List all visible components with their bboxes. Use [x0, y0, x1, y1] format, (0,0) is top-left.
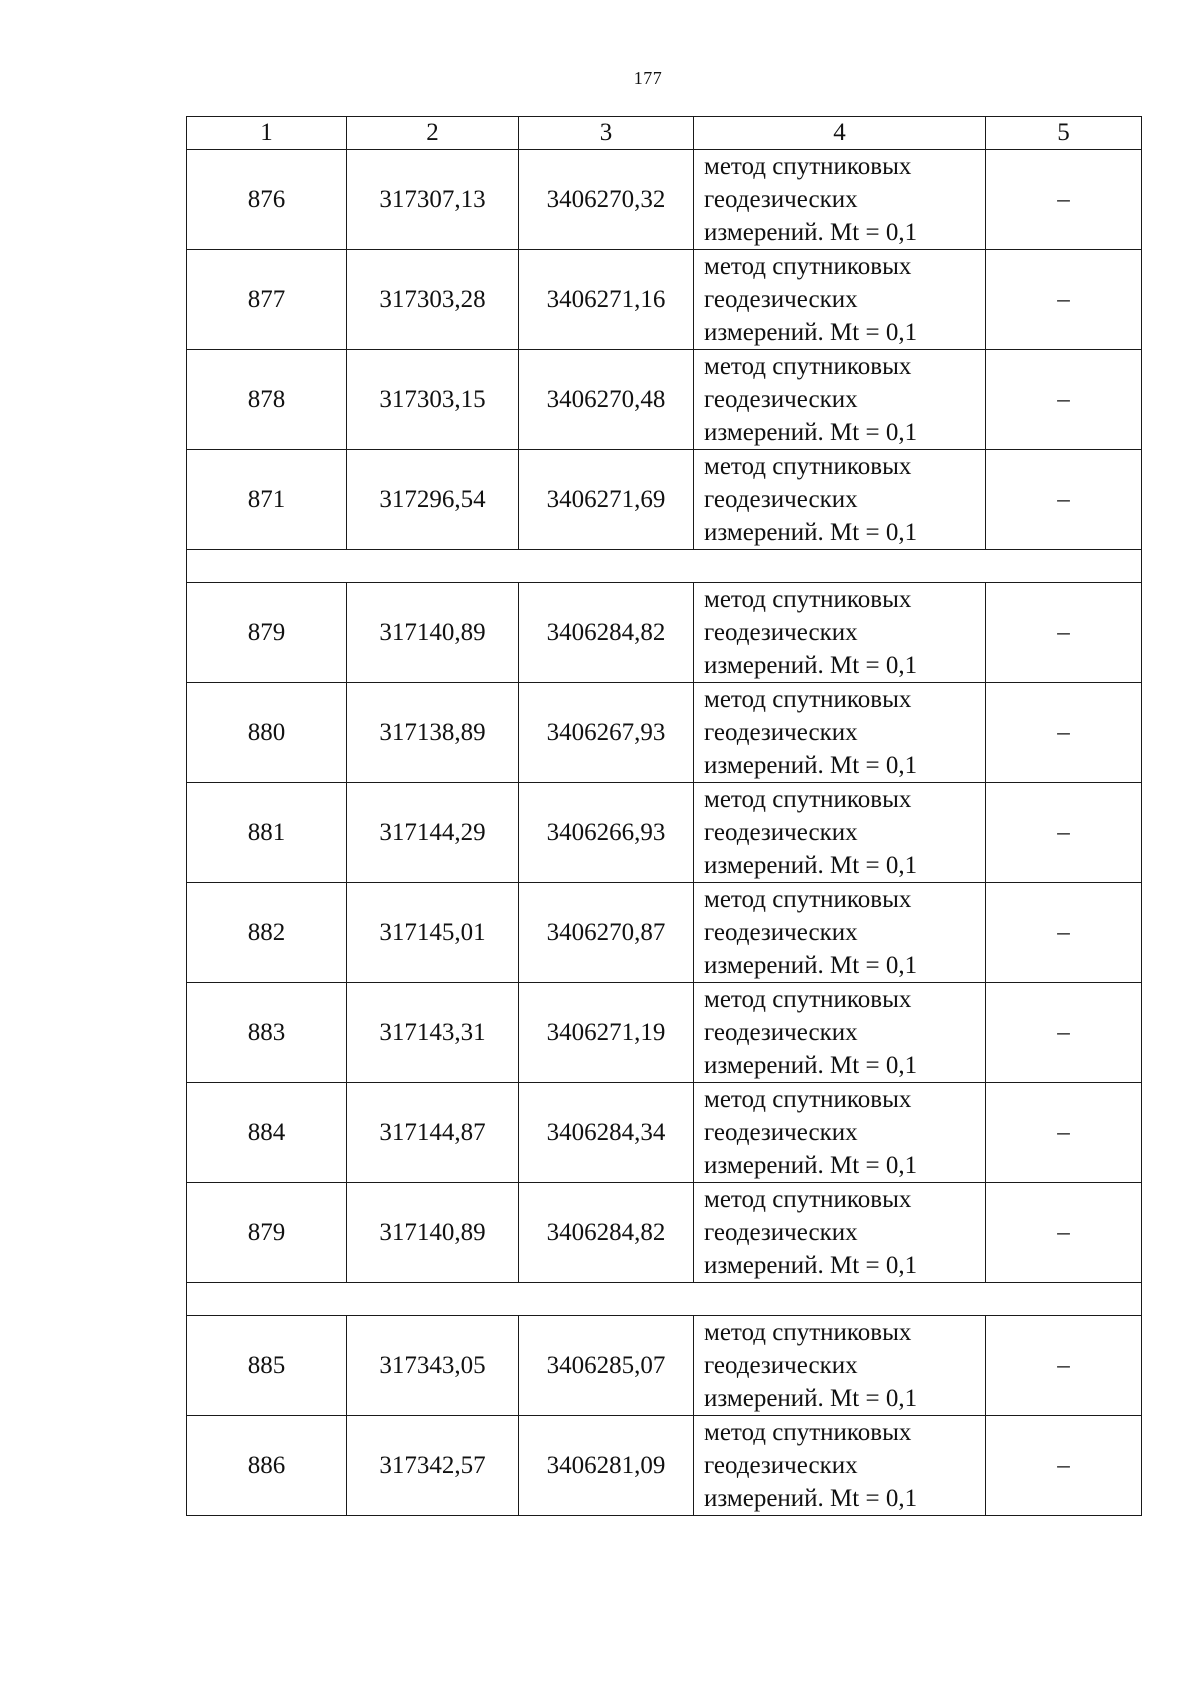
note-cell: – [986, 783, 1142, 883]
note-cell: – [986, 350, 1142, 450]
method-cell [694, 350, 986, 450]
method-line: геодезических [704, 186, 858, 213]
method-line: измерений. Mt = 0,1 [704, 1252, 918, 1279]
point-number-cell: 886 [187, 1416, 347, 1516]
note-cell: – [986, 250, 1142, 350]
method-line: геодезических [704, 919, 858, 946]
header-col-2: 2 [347, 117, 519, 150]
header-col-5: 5 [986, 117, 1142, 150]
note-cell: – [986, 1083, 1142, 1183]
method-cell [694, 683, 986, 783]
method-line: метод спутниковых [704, 1186, 912, 1213]
method-cell [694, 250, 986, 350]
header-col-4: 4 [694, 117, 986, 150]
method-line: метод спутниковых [704, 886, 912, 913]
method-line: геодезических [704, 486, 858, 513]
note-cell: – [986, 683, 1142, 783]
method-cell [694, 1083, 986, 1183]
table-header-row [187, 117, 1142, 150]
header-col-3: 3 [519, 117, 694, 150]
coordinates-table [186, 116, 1142, 1516]
method-line: метод спутниковых [704, 1419, 912, 1446]
point-number-cell: 884 [187, 1083, 347, 1183]
y-coordinate-cell: 3406270,87 [519, 883, 694, 983]
table-group-separator [187, 1283, 1142, 1316]
point-number-cell: 879 [187, 1183, 347, 1283]
method-line: метод спутниковых [704, 153, 912, 180]
method-line: геодезических [704, 1019, 858, 1046]
method-line: геодезических [704, 1452, 858, 1479]
table-row [187, 1316, 1142, 1416]
method-line: геодезических [704, 386, 858, 413]
method-line: измерений. Mt = 0,1 [704, 852, 918, 879]
table-group-separator [187, 550, 1142, 583]
method-line: метод спутниковых [704, 1319, 912, 1346]
point-number-cell: 877 [187, 250, 347, 350]
y-coordinate-cell: 3406285,07 [519, 1316, 694, 1416]
table-row [187, 783, 1142, 883]
y-coordinate-cell: 3406270,48 [519, 350, 694, 450]
method-line: измерений. Mt = 0,1 [704, 1485, 918, 1512]
method-line: геодезических [704, 619, 858, 646]
x-coordinate-cell: 317144,87 [347, 1083, 519, 1183]
method-cell [694, 450, 986, 550]
method-line: геодезических [704, 1119, 858, 1146]
point-number-cell: 885 [187, 1316, 347, 1416]
table-row [187, 450, 1142, 550]
y-coordinate-cell: 3406271,69 [519, 450, 694, 550]
method-cell [694, 1316, 986, 1416]
point-number-cell: 871 [187, 450, 347, 550]
method-line: метод спутниковых [704, 986, 912, 1013]
table-row [187, 1083, 1142, 1183]
method-cell [694, 783, 986, 883]
method-line: метод спутниковых [704, 453, 912, 480]
method-line: метод спутниковых [704, 786, 912, 813]
point-number-cell: 878 [187, 350, 347, 450]
method-line: геодезических [704, 1352, 858, 1379]
method-line: метод спутниковых [704, 686, 912, 713]
y-coordinate-cell: 3406271,16 [519, 250, 694, 350]
x-coordinate-cell: 317138,89 [347, 683, 519, 783]
method-line: измерений. Mt = 0,1 [704, 219, 918, 246]
point-number-cell: 880 [187, 683, 347, 783]
table-row [187, 350, 1142, 450]
x-coordinate-cell: 317343,05 [347, 1316, 519, 1416]
y-coordinate-cell: 3406270,32 [519, 150, 694, 250]
page-number: 177 [633, 68, 663, 88]
x-coordinate-cell: 317342,57 [347, 1416, 519, 1516]
table-row [187, 250, 1142, 350]
x-coordinate-cell: 317144,29 [347, 783, 519, 883]
note-cell: – [986, 1416, 1142, 1516]
table-row [187, 883, 1142, 983]
x-coordinate-cell: 317307,13 [347, 150, 519, 250]
y-coordinate-cell: 3406266,93 [519, 783, 694, 883]
note-cell: – [986, 583, 1142, 683]
note-cell: – [986, 1183, 1142, 1283]
method-line: измерений. Mt = 0,1 [704, 952, 918, 979]
note-cell: – [986, 883, 1142, 983]
y-coordinate-cell: 3406284,34 [519, 1083, 694, 1183]
method-cell [694, 883, 986, 983]
method-line: геодезических [704, 819, 858, 846]
point-number-cell: 881 [187, 783, 347, 883]
note-cell: – [986, 1316, 1142, 1416]
point-number-cell: 879 [187, 583, 347, 683]
table-row [187, 983, 1142, 1083]
note-cell: – [986, 150, 1142, 250]
separator-cell [187, 1283, 1142, 1316]
y-coordinate-cell: 3406281,09 [519, 1416, 694, 1516]
method-line: измерений. Mt = 0,1 [704, 1152, 918, 1179]
method-cell [694, 150, 986, 250]
y-coordinate-cell: 3406284,82 [519, 1183, 694, 1283]
x-coordinate-cell: 317303,15 [347, 350, 519, 450]
method-line: измерений. Mt = 0,1 [704, 419, 918, 446]
y-coordinate-cell: 3406267,93 [519, 683, 694, 783]
y-coordinate-cell: 3406271,19 [519, 983, 694, 1083]
method-line: измерений. Mt = 0,1 [704, 519, 918, 546]
method-cell [694, 1183, 986, 1283]
note-cell: – [986, 983, 1142, 1083]
method-line: измерений. Mt = 0,1 [704, 752, 918, 779]
table-body [187, 150, 1142, 1516]
method-line: геодезических [704, 719, 858, 746]
method-line: измерений. Mt = 0,1 [704, 652, 918, 679]
x-coordinate-cell: 317140,89 [347, 583, 519, 683]
x-coordinate-cell: 317143,31 [347, 983, 519, 1083]
separator-cell [187, 550, 1142, 583]
table-row [187, 1183, 1142, 1283]
coordinates-sheet [186, 116, 1141, 1516]
method-cell [694, 983, 986, 1083]
method-cell [694, 1416, 986, 1516]
table-row [187, 683, 1142, 783]
method-line: геодезических [704, 286, 858, 313]
method-cell [694, 583, 986, 683]
header-col-1: 1 [187, 117, 347, 150]
x-coordinate-cell: 317296,54 [347, 450, 519, 550]
x-coordinate-cell: 317145,01 [347, 883, 519, 983]
point-number-cell: 876 [187, 150, 347, 250]
method-line: метод спутниковых [704, 586, 912, 613]
point-number-cell: 883 [187, 983, 347, 1083]
method-line: метод спутниковых [704, 1086, 912, 1113]
method-line: измерений. Mt = 0,1 [704, 319, 918, 346]
x-coordinate-cell: 317140,89 [347, 1183, 519, 1283]
x-coordinate-cell: 317303,28 [347, 250, 519, 350]
note-cell: – [986, 450, 1142, 550]
method-line: метод спутниковых [704, 253, 912, 280]
table-row [187, 150, 1142, 250]
table-row [187, 583, 1142, 683]
point-number-cell: 882 [187, 883, 347, 983]
method-line: метод спутниковых [704, 353, 912, 380]
method-line: геодезических [704, 1219, 858, 1246]
table-row [187, 1416, 1142, 1516]
method-line: измерений. Mt = 0,1 [704, 1385, 918, 1412]
y-coordinate-cell: 3406284,82 [519, 583, 694, 683]
method-line: измерений. Mt = 0,1 [704, 1052, 918, 1079]
